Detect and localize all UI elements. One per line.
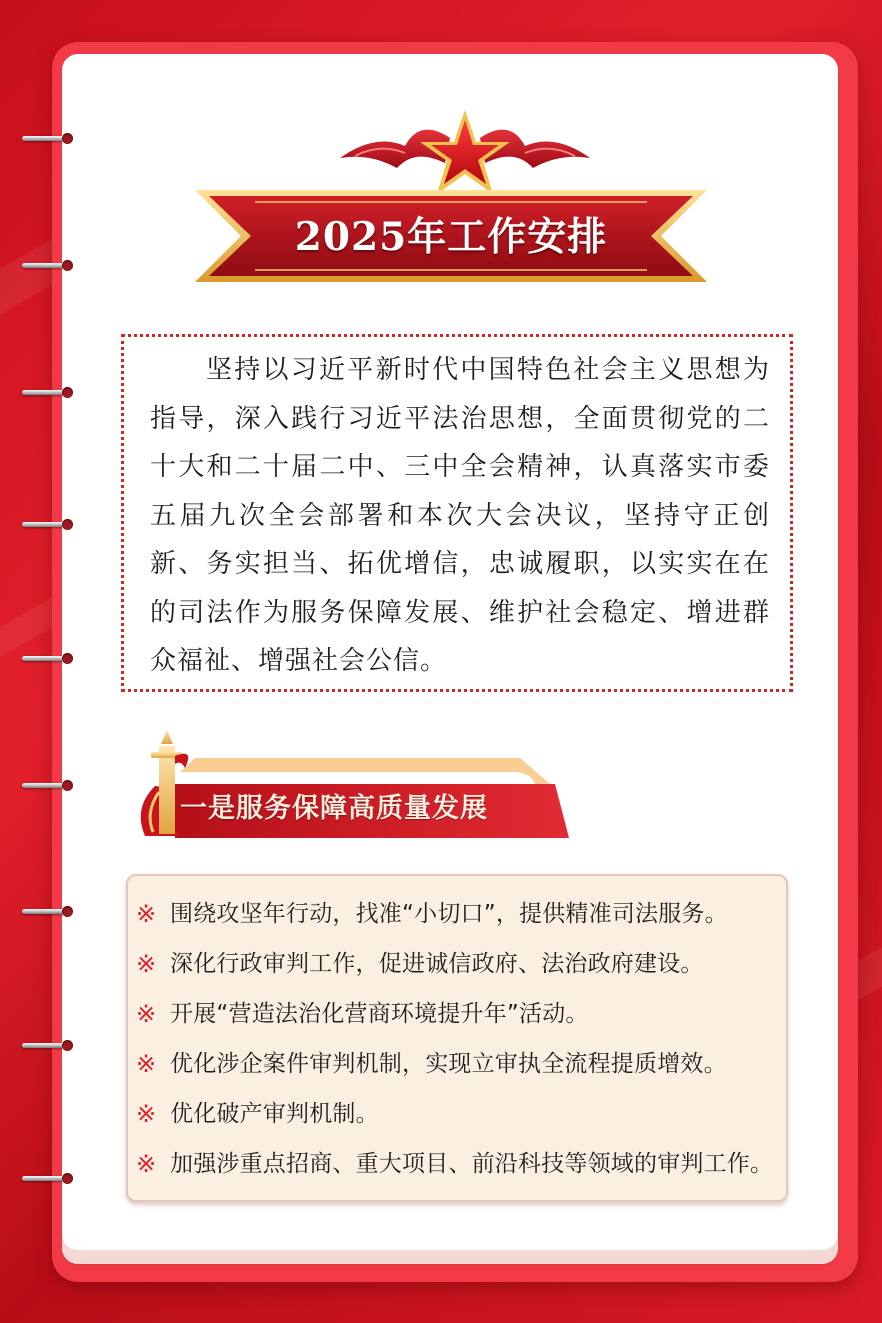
list-item <box>136 994 589 1034</box>
binder-ring-icon <box>22 654 68 664</box>
list-item-text: 深化行政审判工作，促进诚信政府、法治政府建设。 <box>170 951 704 977</box>
page-title: 2025年工作安排 <box>294 214 608 260</box>
reference-mark-icon: ※ <box>136 900 157 928</box>
list-item-text: 围绕攻坚年行动，找准“小切口”，提供精准司法服务。 <box>170 901 728 927</box>
list-item-text: 优化破产审判机制。 <box>170 1101 379 1127</box>
binder-ring-icon <box>22 907 68 917</box>
list-item-text: 优化涉企案件审判机制，实现立审执全流程提质增效。 <box>170 1051 727 1077</box>
list-item <box>136 1094 379 1134</box>
list-item <box>136 1144 773 1184</box>
binder-ring-icon <box>22 520 68 530</box>
binder-ring-icon <box>22 1041 68 1051</box>
list-item <box>136 944 704 984</box>
binder-ring-icon <box>22 388 68 398</box>
binder-ring-icon <box>22 261 68 271</box>
red-star-ribbon-icon <box>335 108 595 198</box>
reference-mark-icon: ※ <box>136 1150 157 1178</box>
section-title: 一是服务保障高质量发展 <box>180 793 488 824</box>
binder-ring-icon <box>22 134 68 144</box>
binder-ring-icon <box>22 781 68 791</box>
list-item <box>136 894 728 934</box>
list-item <box>136 1044 727 1084</box>
reference-mark-icon: ※ <box>136 1100 157 1128</box>
reference-mark-icon: ※ <box>136 1050 157 1078</box>
list-item-text: 加强涉重点招商、重大项目、前沿科技等领域的审判工作。 <box>170 1151 774 1177</box>
reference-mark-icon: ※ <box>136 950 157 978</box>
intro-paragraph: 坚持以习近平新时代中国特色社会主义思想为指导，深入践行习近平法治思想，全面贯彻党的二十大和二十届二中、三中全会精神，认真落实市委五届九次全会部署和本次大会决议，坚持守正创新、务实担当、拓优增信，忠诚履职，以实实在在的司法作为服务保障发展、维护社会稳定、增进群众福祉、增强社会公信。 <box>150 355 770 676</box>
reference-mark-icon: ※ <box>136 1000 157 1028</box>
list-item-text: 开展“营造法治化营商环境提升年”活动。 <box>170 1001 589 1027</box>
binder-ring-icon <box>22 1174 68 1184</box>
